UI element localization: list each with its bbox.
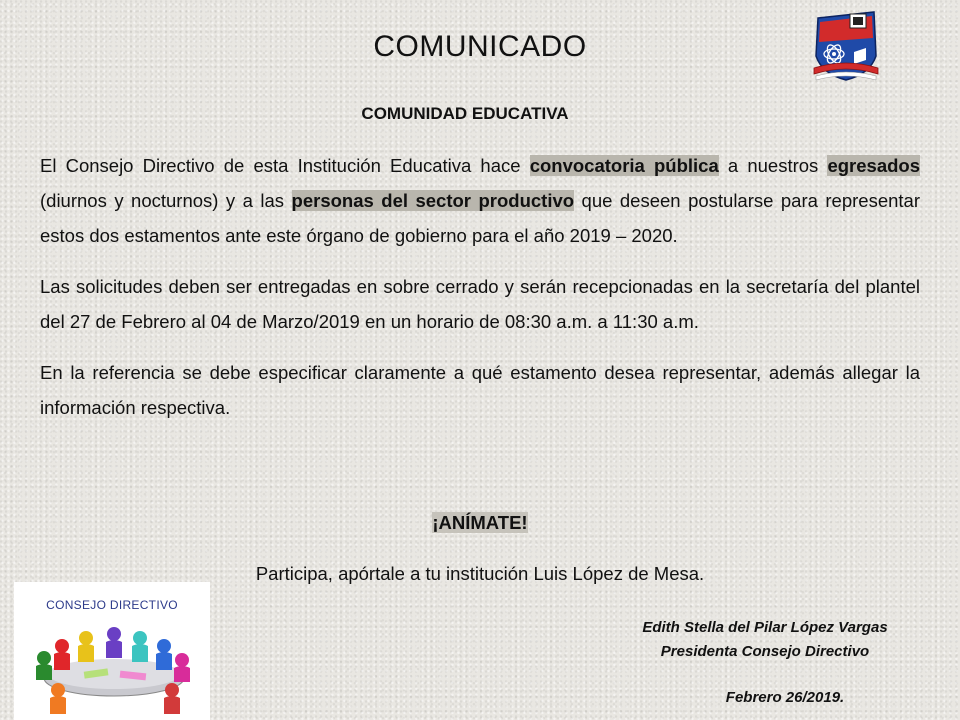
paragraph-solicitudes: Las solicitudes deben ser entregadas en sobre cerrado y serán recepcionadas en la secretaría del plantel del 27 de Febrero al 04 de Marzo/2019 en un horario de 08:30 a.m. a 11:30 a.m.: [40, 276, 920, 332]
highlight-egresados: egresados: [827, 155, 920, 176]
closing-line: Participa, apórtale a tu institución Luis López de Mesa.: [255, 563, 705, 584]
text-segment: El Consejo Directivo de esta Institución Educativa hace: [40, 155, 530, 176]
text-segment: (diurnos y nocturnos) y a las: [40, 190, 292, 211]
text-segment: que deseen postularse para representar estos dos estamentos ante este órgano de gobierno para el año 2019 – 2020.: [40, 190, 921, 246]
signature-role: Presidenta Consejo Directivo: [660, 643, 870, 660]
paragraph-referencia: En la referencia se debe especificar claramente a qué estamento desea representar, además allegar la información respectiva.: [40, 362, 920, 418]
highlight-convocatoria: convocatoria pública: [529, 155, 719, 176]
page-title: COMUNICADO: [373, 30, 587, 63]
signature-block: [600, 616, 930, 664]
exclamation-text: ¡ANÍMATE!: [432, 512, 528, 533]
school-shield-logo: [810, 8, 882, 84]
highlight-sector-productivo: personas del sector productivo: [291, 190, 575, 211]
meeting-table-illustration: [22, 616, 202, 716]
signature-name: Edith Stella del Pilar López Vargas: [642, 619, 888, 636]
body-text: [40, 148, 920, 441]
paragraph-convocatoria: [40, 148, 920, 253]
subtitle: COMUNIDAD EDUCATIVA: [361, 104, 569, 123]
exclamation-line: [0, 512, 960, 534]
document-date: Febrero 26/2019.: [725, 689, 845, 706]
clipart-label: CONSEJO DIRECTIVO: [46, 598, 178, 612]
text-segment: a nuestros: [718, 155, 828, 176]
consejo-clipart: [14, 582, 210, 720]
